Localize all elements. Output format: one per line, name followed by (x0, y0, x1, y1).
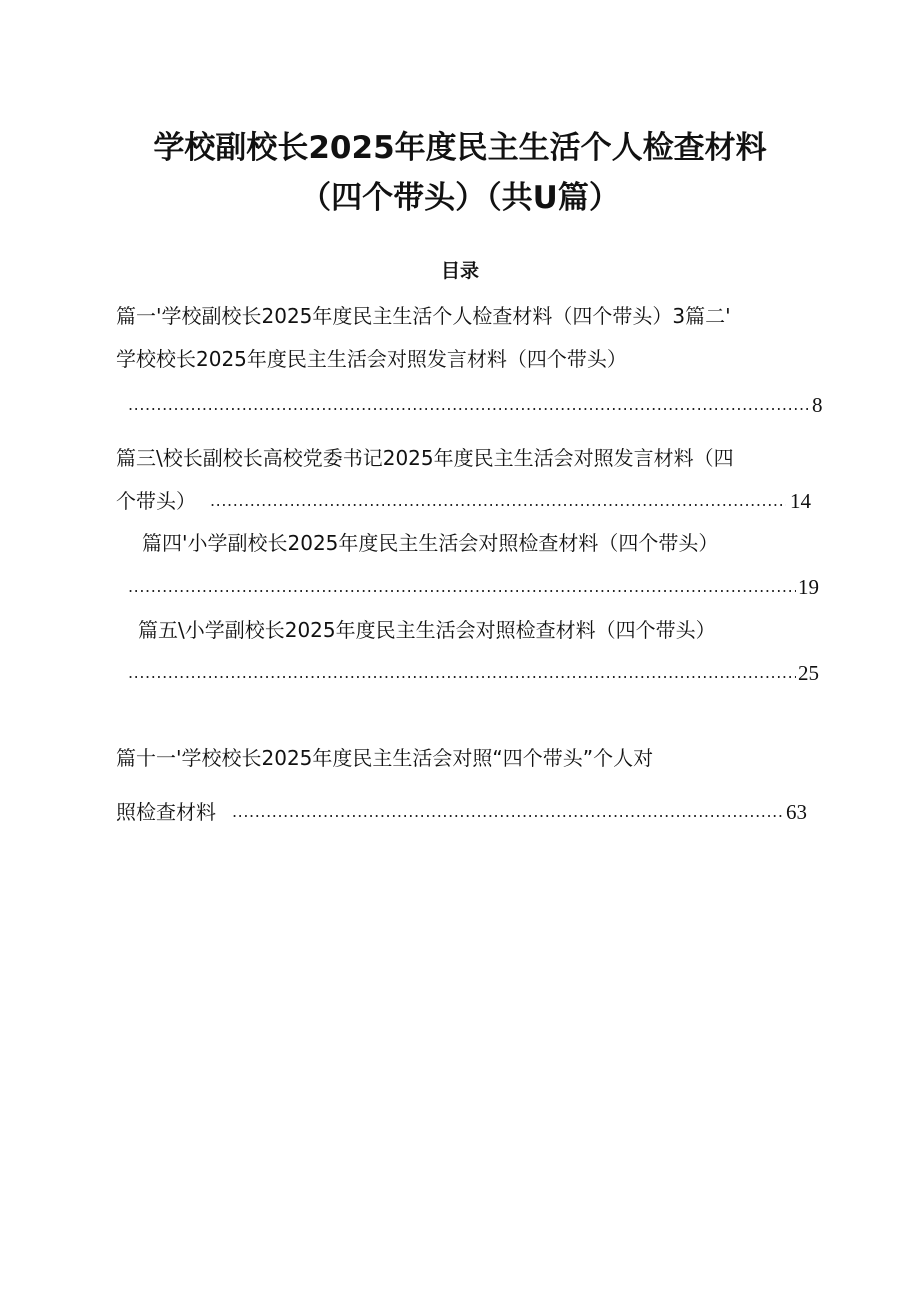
toc-entry-4-dot-leader (128, 660, 796, 686)
toc-entry-5-page-number[interactable]: 63 (786, 800, 807, 824)
toc-entry-3-line-1[interactable]: 篇四'小学副校长2025年度民主生活会对照检查材料（四个带头） (142, 531, 719, 555)
toc-entry-2-page-number[interactable]: 14 (790, 489, 811, 513)
toc-entry-2-line-1[interactable]: 篇三\校长副校长高校党委书记2025年度民主生活会对照发言材料（四 (116, 446, 734, 470)
toc-entry-5-line-1[interactable]: 篇十一'学校校长2025年度民主生活会对照“四个带头”个人对 (116, 746, 654, 770)
toc-entry-1-line-1[interactable]: 篇一'学校副校长2025年度民主生活个人检查材料（四个带头）3篇二' (116, 304, 731, 328)
document-title-line-2: （四个带头）（共U篇） (300, 180, 620, 216)
toc-entry-1-dot-leader (128, 392, 810, 418)
toc-entry-2-dot-leader (210, 488, 786, 514)
toc-entry-3-page-number[interactable]: 19 (798, 575, 819, 599)
toc-entry-5-dot-leader (232, 799, 784, 825)
toc-entry-4-page-number[interactable]: 25 (798, 661, 819, 685)
toc-heading: 目录 (440, 260, 479, 282)
toc-entry-5-line-2[interactable]: 照检查材料 (116, 800, 216, 824)
document-title-line-1: 学校副校长2025年度民主生活个人检查材料 (153, 130, 767, 166)
toc-entry-3-dot-leader (128, 574, 796, 600)
toc-entry-2-line-2[interactable]: 个带头） (116, 489, 196, 513)
toc-entry-4-line-1[interactable]: 篇五\小学副校长2025年度民主生活会对照检查材料（四个带头） (138, 618, 716, 642)
toc-entry-1-page-number[interactable]: 8 (812, 393, 823, 417)
toc-entry-1-line-2[interactable]: 学校校长2025年度民主生活会对照发言材料（四个带头） (116, 347, 627, 371)
